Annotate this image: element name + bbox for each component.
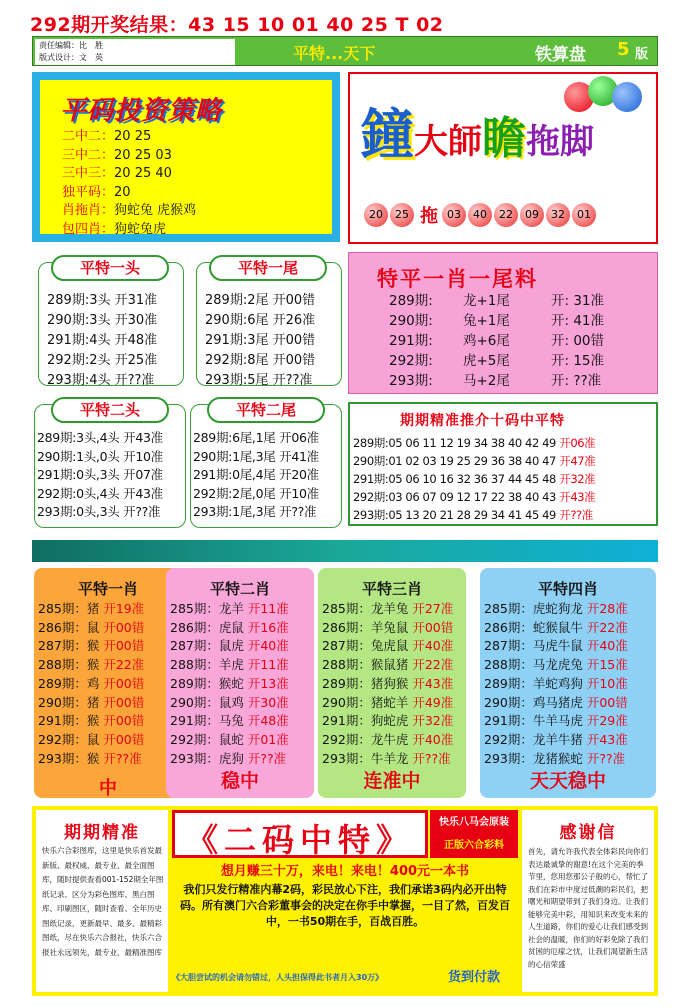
zodiac-col-lines: 285期：虎蛇狗龙 开28准 286期：蛇猴鼠牛 开22准 287期：马虎牛鼠 开40准 288期：马龙虎兔 开15准 289期：羊蛇鸡狗 开10准 290期：鸡马猪虎 开00错 291期：牛羊马虎 开29准 292期：龙羊牛猪 开43准 293期：龙猪猴蛇 开??准 [484,601,628,766]
zodiac-col-lines: 285期：猪 开19准 286期：鼠 开00错 287期：猴 开00错 288期：猴 开22准 289期：鸡 开00错 290期：猪 开00错 291期：猴 开00错 292期：鼠 开00错 293期：猴 开??准 [38,601,145,766]
wei-lines: 289期:2尾 开00错 290期:6尾 开26准 291期:3尾 开00错 292期:8尾 开00错 293期:5尾 开??准 [205,293,316,388]
zodiac-col-title: 平特一肖 [77,580,138,598]
er-tou-panel [34,401,186,528]
header-slogan: 平特...天下 [293,44,376,63]
number-ball: 22 [494,203,518,227]
zodiac-col-footer: 稳中 [220,770,259,792]
number-ball: 03 [442,203,466,227]
strategy-line: 三中三：20 25 40 [62,166,172,181]
left-promo [36,810,168,992]
draw-result-title: 292期开奖结果：43 15 10 01 40 25 T 02 [30,14,444,36]
designer-credit: 版式设计：文 英 [39,53,103,62]
zodiac-col-title: 平特二肖 [209,580,270,598]
ad-banner-text: 《二码中特》 [185,821,414,859]
zodiac-col-title: 平特四肖 [537,580,598,598]
zodiac-tail-title: 特平一肖一尾料 [377,267,538,291]
zodiac-col-one [34,568,182,798]
tou-title: 平特一头 [51,255,169,281]
page-unit: 版 [635,47,649,62]
tou-panel [38,259,184,388]
zodiac-tail-lines: 289期: 龙+1尾 开: 31准 290期: 兔+1尾 开: 41准 291期: 鸡+6尾 开: 00错 292期: 虎+5尾 开: 15准 293期: 马+2尾 开: ??准 [389,293,605,389]
zodiac-col-footer: 天天稳中 [529,770,606,792]
strategy-line: 独平码：20 [62,184,131,200]
master-title: 鐘大師瞻拖脚 [360,103,594,166]
blue-ball-icon [612,82,642,112]
strategy-line: 三中二：20 25 03 [62,147,172,163]
ad-side-label: 快乐八马会原装 正版六合彩料 [430,810,518,858]
bottom-strip [32,806,658,996]
center-ad [172,810,518,992]
strategy-title: 平码投资策略 [60,96,223,126]
er-tou-lines: 289期:3头,4头 开43准 290期:1头,0头 开10准 291期:0头,3头 开07准 292期:0头,4头 开43准 293期:0头,3头 开??准 [37,430,163,519]
zodiac-col-lines: 285期：龙羊兔 开27准 286期：羊兔鼠 开00错 287期：兔虎鼠 开40准 288期：猴鼠猪 开22准 289期：猪狗猴 开43准 290期：猪蛇羊 开49准 291期：狗蛇虎 开32准 292期：龙牛虎 开40准 293期：牛羊龙 开??准 [322,601,454,766]
zodiac-col-lines: 285期：龙羊 开11准 286期：虎鼠 开16准 287期：鼠虎 开40准 288期：羊虎 开11准 289期：猴蛇 开13准 290期：鼠鸡 开30准 291期：马兔 开48准 292期：鼠蛇 开01准 293期：虎狗 开??准 [170,601,289,766]
zodiac-col-title: 平特三肖 [361,580,422,598]
left-promo-title: 期期精准 [64,823,140,843]
zodiac-col-footer: 中 [99,778,117,799]
ad-banner [172,810,428,858]
tou-lines: 289期:3头 开31准 290期:3头 开30准 291期:4头 开48准 292期:2头 开25准 293期:4头 开??准 [47,293,158,388]
number-ball: 40 [468,203,492,227]
section-divider [32,540,658,562]
thanks-text: 首先，请允许我代表全体彩民向你们表达最诚挚的谢意!在这个完美的季节里，您用您那公子般的心，帮忙了我们在彩市中度过低潮的彩民们，把曙光和期望带到了我们身边。让我们能够完美中彩，用知识来改变未来的人生道路，你们的爱心让我们感受到社会的温暖，你们的好彩免除了我们贫困的厄瘃之忧，让我们渴望新生活的心信荣盛 [528,847,648,969]
strategy-lines [62,128,196,239]
thanks-title: 感谢信 [559,823,617,843]
page-number: 5 [617,39,630,60]
er-tou-title: 平特二头 [51,397,169,423]
pay-on-delivery: 货到付款 [448,970,501,985]
er-wei-lines: 289期:6尾,1尾 开06准 290期:1尾,3尾 开41准 291期:0尾,4尾 开20准 292期:2尾,0尾 开10准 293期:1尾,3尾 开??准 [193,430,319,519]
thanks-letter [522,810,654,992]
zodiac-tail-panel [348,252,658,394]
strategy-line: 肖拖肖：狗蛇兔 虎猴鸡 [62,203,197,218]
number-ball: 01 [572,203,596,227]
zodiac-col-four [480,568,656,798]
ten-code-lines: 289期:05 06 11 12 19 34 38 40 42 49 开06准 290期:01 02 03 19 25 29 36 38 40 47 开47准 291期:05 06 10 16 32 36 37 44 45 48 开32准 292期:03 06 07 09 12 17 22 38 40 43 开43准 293期:05 13 20 21 28 29 34 41 45 49 开??准 [353,436,596,522]
strategy-line: 包四肖：狗蛇兔虎 [62,221,167,237]
ad-body: 我们只发行精准内幕2码，彩民放心下注，我们承诺3码内必开出特码。所有澳门六合彩董事会的决定在你手中掌握，一目了然，百发百中，一书50期在手，百战百胜。 [180,883,510,928]
ad-headline: 想月赚三十万，来电！来电！400元一本书 [220,864,470,879]
header-bar [32,36,658,66]
ten-code-panel [348,402,658,526]
er-wei-title: 平特二尾 [207,397,325,423]
zodiac-col-footer: 连准中 [363,770,421,792]
number-ball: 09 [520,203,544,227]
number-ball: 20 [364,203,388,227]
left-promo-text: 快乐六合彩图库，这里是快乐首发最新版、最权威、最专业、最全面图库，随时提供查看001-152期全年图纸记录、区分为彩色图库、黑白图库、印刷图区，随时查看、全年历史图纸记录、更新最早、最多、最精彩图纸，尽在快乐六合报社，快乐六合报社永远领先，最专业、最精准图库 [42,846,164,957]
strategy-line: 二中二：20 25 [62,129,152,144]
ten-code-title: 期期精准推介十码中平特 [400,413,565,429]
number-ball: 32 [546,203,570,227]
credits [35,39,235,65]
er-wei-panel [190,401,342,528]
section-name: 铁算盘 [535,45,586,65]
zodiac-col-two [166,568,314,798]
master-panel [348,72,658,244]
wei-title: 平特一尾 [209,255,327,281]
strategy-panel [32,72,340,242]
zodiac-col-three [318,568,466,798]
editor-credit: 责任编辑：比 胜 [39,41,103,50]
master-balls [364,202,598,228]
tuo-label: 拖 [420,206,438,227]
number-ball: 25 [390,203,414,227]
wei-panel [196,259,342,388]
ad-note: 《大胆尝试的机会请勿错过，人头担保得此书者月入30万》 [172,973,384,982]
